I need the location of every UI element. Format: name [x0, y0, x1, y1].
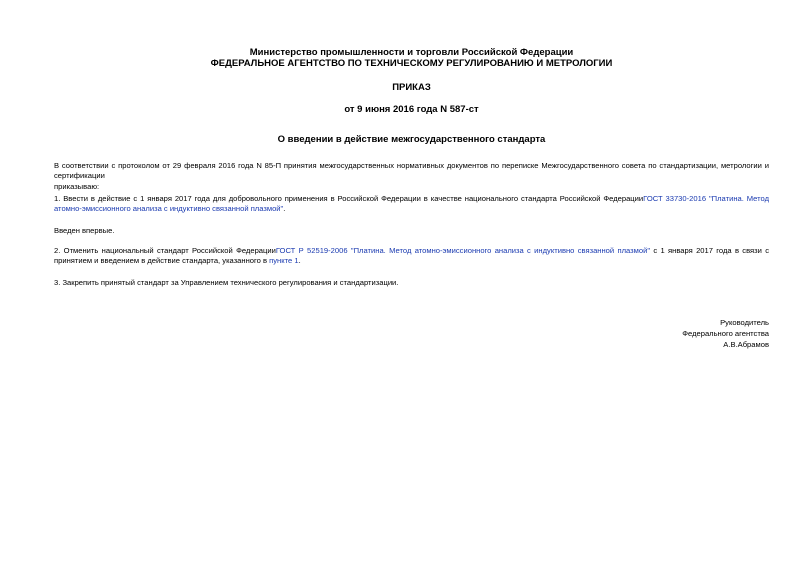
- paragraph-preamble: [54, 161, 769, 180]
- item-1-end: .: [283, 203, 286, 213]
- order-heading: ПРИКАЗ: [392, 82, 431, 93]
- item-3-text: 3. Закрепить принятый стандарт за Управлением технического регулирования и стандартизации.: [54, 278, 399, 287]
- paragraph-item-3: [54, 278, 769, 288]
- first-introduced-text: Введен впервые.: [54, 226, 115, 235]
- point-1-link[interactable]: пункте 1: [269, 255, 299, 265]
- document-page: [54, 40, 770, 349]
- gost-r-52519-link[interactable]: ГОСТ Р 52519-2006 "Платина. Метод атомно-эмиссионного анализа с индуктивно связанной плазмой": [275, 246, 651, 255]
- paragraph-order-word: [54, 182, 769, 192]
- signature-name: А.В.Абрамов: [723, 339, 769, 349]
- preamble-text: В соответствии с протоколом от 29 февраля 2016 года N 85-П принятия межгосударственных нормативных документов по переписке Межгосударственного совета по стандартизации, метрологии и сертификации: [54, 161, 769, 180]
- signature-position: Руководитель: [720, 318, 769, 327]
- item-2-end: .: [298, 255, 301, 265]
- order-title: О введении в действие межгосударственного стандарта: [277, 134, 546, 145]
- order-word-text: приказываю:: [54, 182, 100, 191]
- ministry-name: Министерство промышленности и торговли Российской Федерации: [249, 47, 574, 58]
- agency-name: ФЕДЕРАЛЬНОЕ АГЕНТСТВО ПО ТЕХНИЧЕСКОМУ РЕГУЛИРОВАНИЮ И МЕТРОЛОГИИ: [210, 58, 613, 69]
- signature-agency: Федерального агентства: [682, 328, 769, 338]
- item-2-text: 2. Отменить национальный стандарт Российской Федерации: [54, 246, 276, 255]
- item-1-text: 1. Ввести в действие с 1 января 2017 года для добровольного применения в Российской Федерации в качестве национального стандарта Российской Федерации: [54, 194, 644, 203]
- paragraph-first-introduced: [54, 226, 769, 236]
- order-date: от 9 июня 2016 года N 587-ст: [344, 104, 479, 115]
- paragraph-item-1: [54, 194, 769, 213]
- document-header: [54, 47, 769, 145]
- signature-block: [682, 318, 769, 350]
- paragraph-item-2: [54, 246, 769, 265]
- gost-33730-link[interactable]: ГОСТ 33730-2016 "Платина. Метод атомно-эмиссионного анализа с индуктивно связанной плазмой": [54, 194, 770, 213]
- item-2-middle: с 1 января 2017 года в связи с принятием и введением в действие стандарта, указанного в: [54, 246, 770, 265]
